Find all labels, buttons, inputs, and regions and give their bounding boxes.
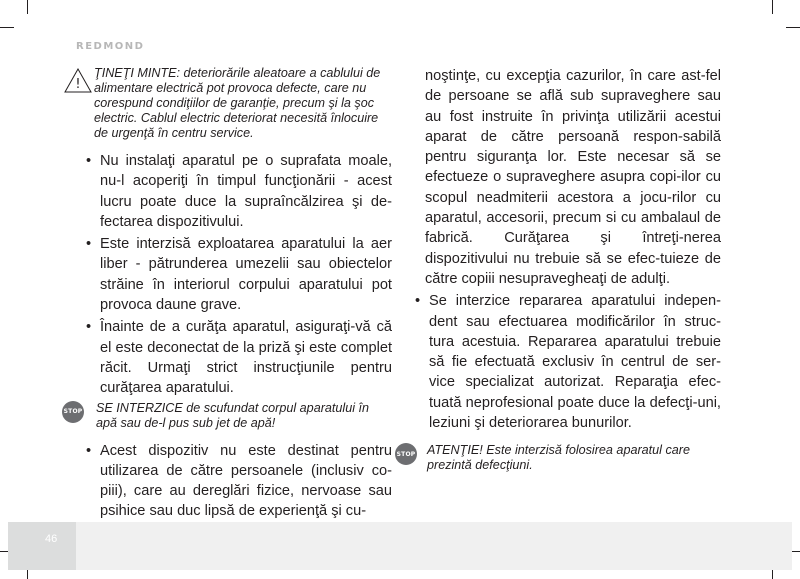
crop-mark — [772, 0, 773, 14]
right-column — [396, 66, 721, 473]
warning-triangle-icon — [64, 68, 92, 93]
warning-note: ŢINEŢI MINTE: deteriorările aleatoare a cablului de alimentare electrică pot provoca defecte, care nu corespund condiţiilor de garanţie, precum şi la şoc electric. Cablul electric deteriorat necesită înlocuire de urgenţă în centru service. — [94, 66, 381, 140]
list-item: • Înainte de a curăţa aparatul, asiguraţi-vă că el este deconectat de la priză şi este complet răcit. Urmaţi strict instrucţiunile pentru curăţarea aparatului. — [86, 317, 392, 398]
left-column — [63, 66, 392, 522]
stop-note: SE INTERZICE de scufundat corpul aparatului în apă sau de-l pus sub jet de apă! — [96, 400, 369, 430]
brand-logo: REDMOND — [76, 41, 145, 52]
stop-sign-icon: STOP — [62, 401, 84, 423]
attention-note: ATENŢIE! Este interzisă folosirea aparatul care prezintă defecţiuni. — [427, 443, 690, 473]
list-item: • Este interzisă exploatarea aparatului la aer liber - pătrunderea umezelii sau obiectelor străine în interiorul corpului aparatului pot provoca daune grave. — [86, 234, 392, 315]
page-number: 46 — [45, 533, 58, 545]
crop-mark — [786, 27, 800, 28]
svg-text:!: ! — [75, 77, 81, 92]
page-number-box — [8, 522, 76, 570]
list-item: • Acest dispozitiv nu este destinat pentru utilizarea de către persoanele (inclusiv co-piii), care au dereglări fizice, nervoase sau psihice sau duc lipsă de experienţă şi cu- — [86, 441, 392, 522]
list-item: • Nu instalaţi aparatul pe o suprafata moale, nu-l acoperiţi în timpul funcţionării - acest lucru poate duce la supraîncălzirea şi de-fectarea dispozitivului. — [86, 151, 392, 232]
list-item: • Se interzice repararea aparatului indepen-dent sau efectuarea modificărilor în struc-tura acestuia. Repararea aparatului trebuie să fie efectuată exclusiv în centrul de ser-vice specializat autorizat. Reparaţia efec-tuată neprofesional poate duce la defecţi-uni, leziuni şi deteriorarea bunurilor. — [415, 291, 721, 433]
crop-mark — [0, 27, 14, 28]
stop-sign-icon: STOP — [395, 443, 417, 465]
continued-paragraph: noştinţe, cu excepţia cazurilor, în care ast-fel de persoane se află sub supraveghere sau au fost instruite în privinţa utilizării acestui aparat de către persoană respon-sabilă pentru siguranţa lor. Este necesar să se efectueze o supraveghere asupra copi-ilor cu scopul neadmiterii acestora a jocu-rilor cu aparatul, accesorii, precum si cu ambalaul de fabrică. Curăţarea şi întreţi-nerea dispozitivului nu trebuie să se efec-tuieze de către copiii nesupravegheaţi de adulţi. — [425, 68, 721, 287]
crop-mark — [27, 0, 28, 14]
footer-band — [76, 522, 792, 570]
